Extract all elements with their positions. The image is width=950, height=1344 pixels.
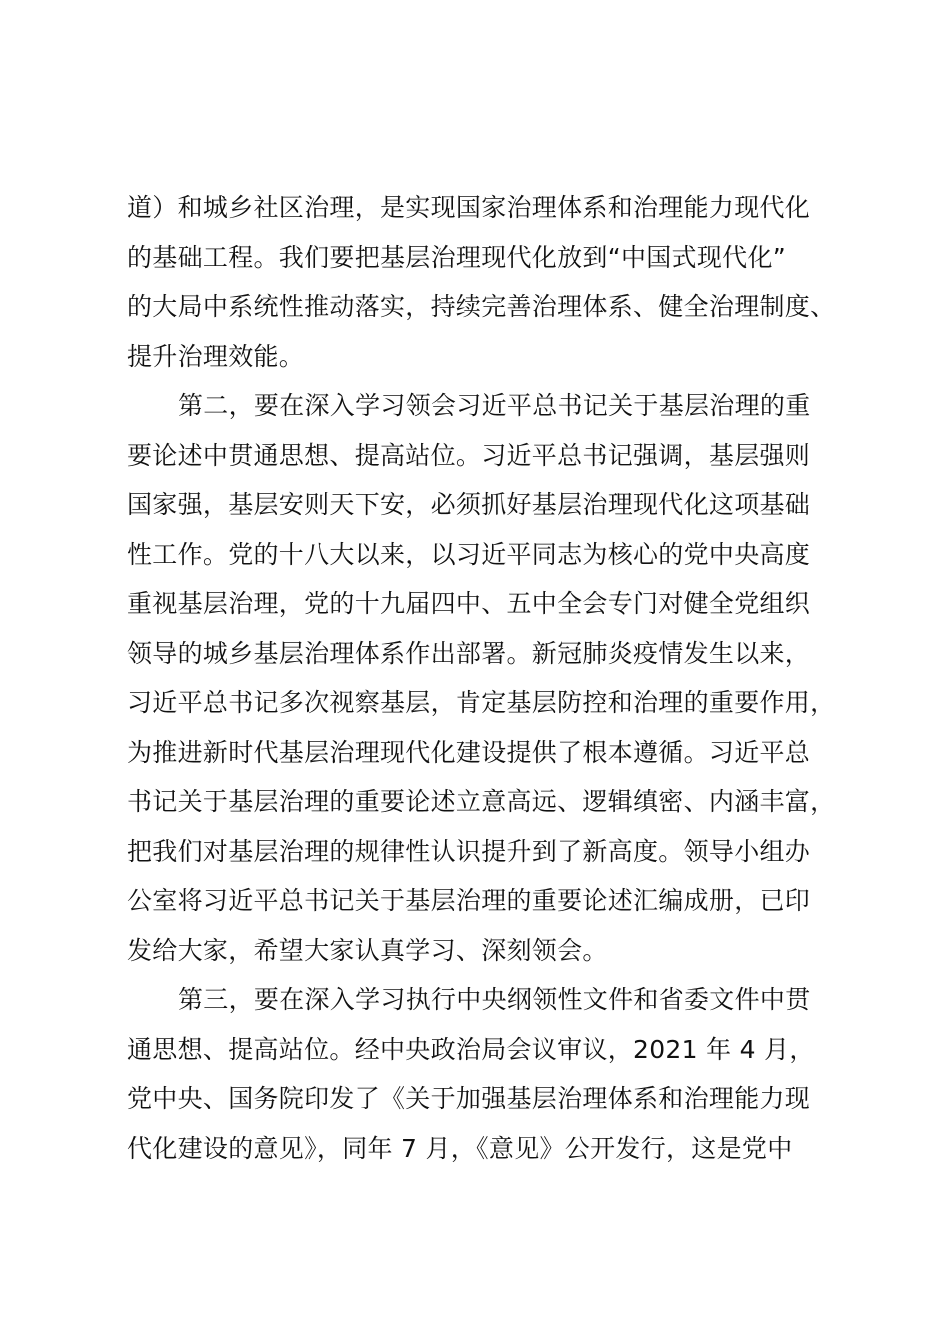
paragraph-2-line-1: 第二，要在深入学习领会习近平总书记关于基层治理的重 — [178, 391, 811, 420]
paragraph-2-line-3: 国家强，基层安则天下安，必须抓好基层治理现代化这项基础 — [127, 490, 811, 519]
paragraph-3-line-1: 第三，要在深入学习执行中央纲领性文件和省委文件中贯 — [178, 985, 811, 1014]
paragraph-2-line-11: 公室将习近平总书记关于基层治理的重要论述汇编成册，已印 — [127, 886, 811, 915]
paragraph-2-line-4: 性工作。党的十八大以来，以习近平同志为核心的党中央高度 — [127, 539, 811, 569]
paragraph-2-line-5: 重视基层治理，党的十九届四中、五中全会专门对健全党组织 — [127, 589, 811, 618]
paragraph-2-line-12: 发给大家，希望大家认真学习、深刻领会。 — [127, 935, 608, 965]
paragraph-1-line-1: 道）和城乡社区治理，是实现国家治理体系和治理能力现代化 — [127, 193, 811, 222]
paragraph-1-line-4: 提升治理效能。 — [127, 341, 305, 371]
paragraph-2-line-2: 要论述中贯通思想、提高站位。习近平总书记强调，基层强则 — [127, 440, 811, 470]
paragraph-3-line-2: 通思想、提高站位。经中央政治局会议审议，2021 年 4 月， — [127, 1034, 815, 1064]
paragraph-1-line-2: 的基础工程。我们要把基层治理现代化放到“中国式现代化” — [127, 242, 787, 272]
paragraph-2-line-8: 为推进新时代基层治理现代化建设提供了根本遵循。习近平总 — [127, 737, 811, 767]
paragraph-2-line-6: 领导的城乡基层治理体系作出部署。新冠肺炎疫情发生以来， — [127, 638, 811, 668]
paragraph-3-line-3: 党中央、国务院印发了《关于加强基层治理体系和治理能力现 — [127, 1084, 811, 1113]
paragraph-2-line-9: 书记关于基层治理的重要论述立意高远、逻辑缜密、内涵丰富， — [127, 787, 836, 816]
paragraph-3-line-4: 代化建设的意见》，同年 7 月，《意见》公开发行，这是党中 — [127, 1133, 793, 1163]
paragraph-1-line-3: 的大局中系统性推动落实，持续完善治理体系、健全治理制度、 — [127, 292, 836, 321]
paragraph-2-line-10: 把我们对基层治理的规律性认识提升到了新高度。领导小组办 — [127, 836, 811, 866]
document-body — [127, 183, 862, 1173]
paragraph-2-line-7: 习近平总书记多次视察基层，肯定基层防控和治理的重要作用， — [127, 688, 836, 717]
